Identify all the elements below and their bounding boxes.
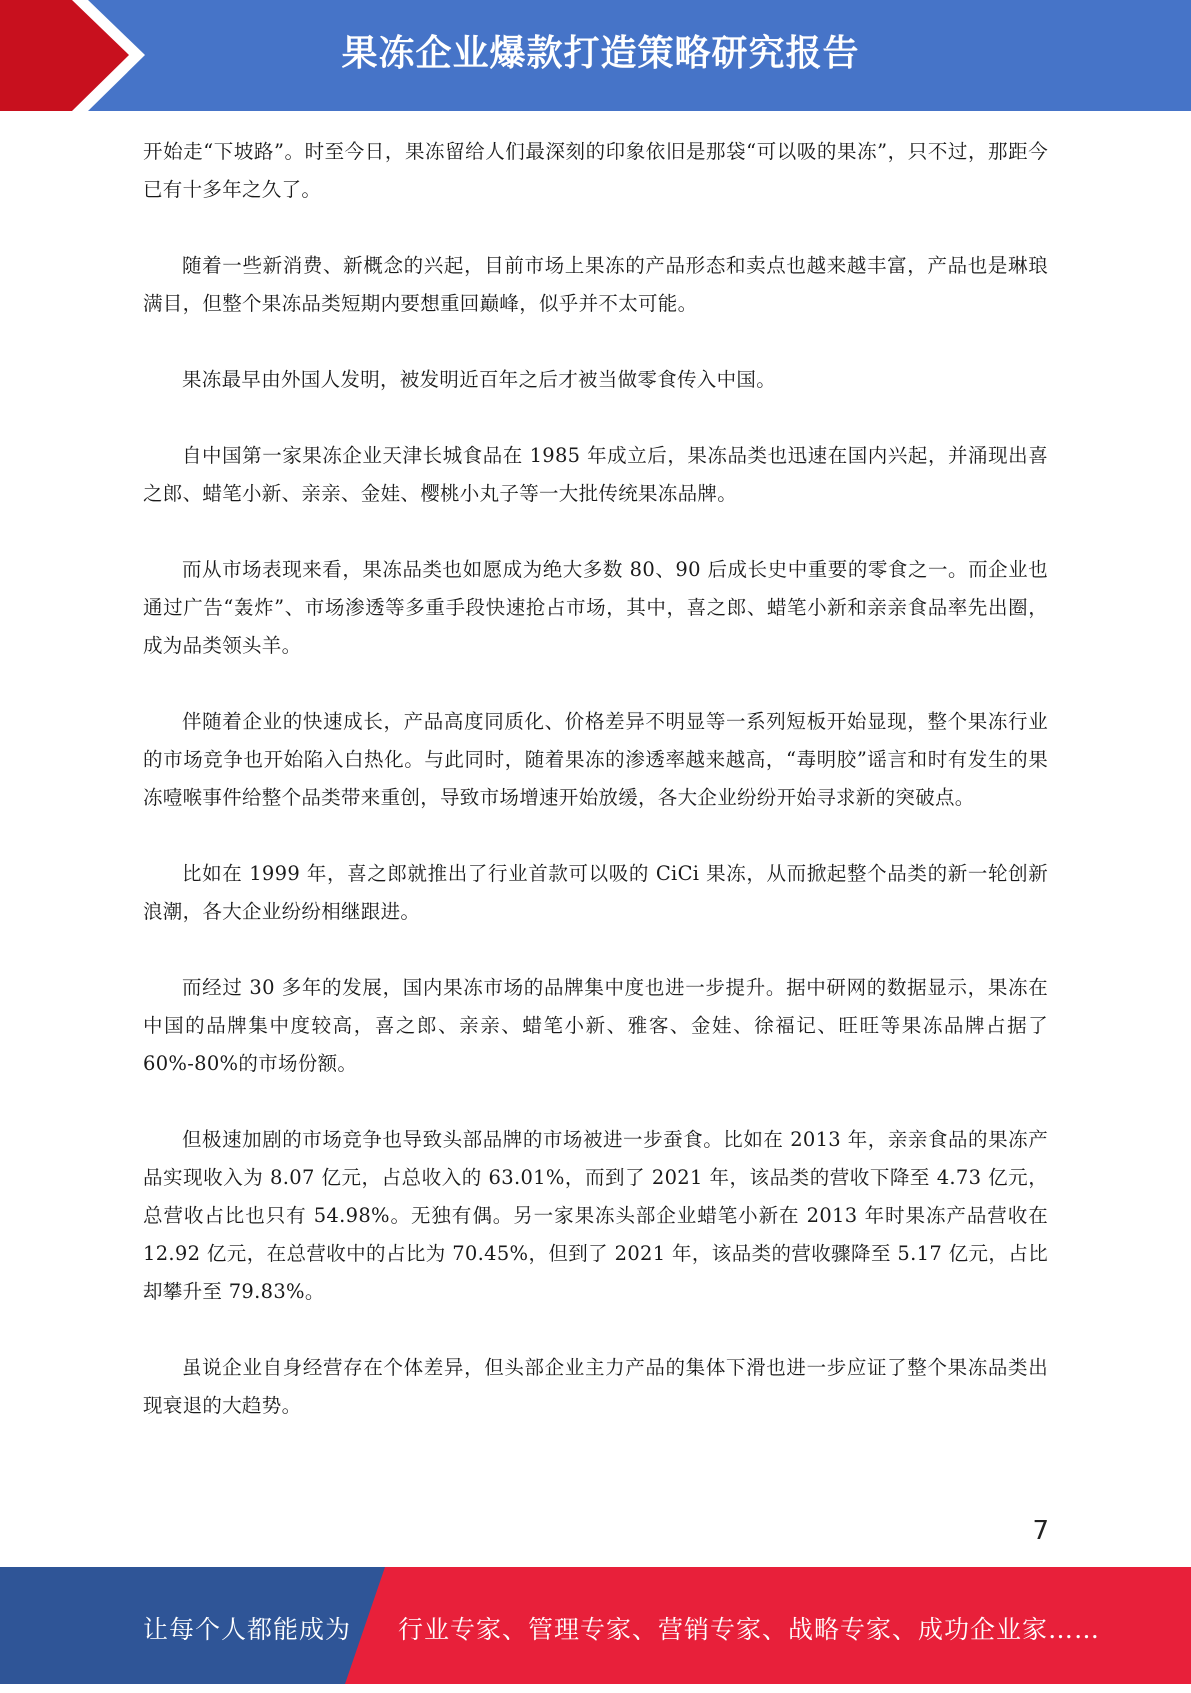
paragraph-5: 而从市场表现来看，果冻品类也如愿成为绝大多数 80、90 后成长史中重要的零食之一。而企业也通过广告“轰炸”、市场渗透等多重手段快速抢占市场，其中，喜之郎、蜡笔小新和亲亲食品率先出圈，成为品类领头羊。 <box>143 558 1048 657</box>
paragraph-3: 果冻最早由外国人发明，被发明近百年之后才被当做零食传入中国。 <box>182 368 777 391</box>
paragraph-4: 自中国第一家果冻企业天津长城食品在 1985 年成立后，果冻品类也迅速在国内兴起，并涌现出喜之郎、蜡笔小新、亲亲、金娃、樱桃小丸子等一大批传统果冻品牌。 <box>143 444 1048 505</box>
footer-slogan-right: 行业专家、管理专家、营销专家、战略专家、成功企业家…… <box>398 1615 1101 1644</box>
paragraph-8: 而经过 30 多年的发展，国内果冻市场的品牌集中度也进一步提升。据中研网的数据显示，果冻在中国的品牌集中度较高，喜之郎、亲亲、蜡笔小新、雅客、金娃、徐福记、旺旺等果冻品牌占据了 60%-80%的市场份额。 <box>143 976 1048 1075</box>
paragraph-10: 虽说企业自身经营存在个体差异，但头部企业主力产品的集体下滑也进一步应证了整个果冻品类出现衰退的大趋势。 <box>143 1356 1048 1417</box>
page-number: 7 <box>1032 1516 1049 1546</box>
page-header <box>0 0 1191 111</box>
report-title: 果冻企业爆款打造策略研究报告 <box>341 33 860 74</box>
footer-slogan-left: 让每个人都能成为 <box>143 1615 352 1644</box>
paragraph-2: 随着一些新消费、新概念的兴起，目前市场上果冻的产品形态和卖点也越来越丰富，产品也是琳琅满目，但整个果冻品类短期内要想重回巅峰，似乎并不太可能。 <box>143 254 1048 315</box>
paragraph-1: 开始走“下坡路”。时至今日，果冻留给人们最深刻的印象依旧是那袋“可以吸的果冻”，只不过，那距今已有十多年之久了。 <box>143 140 1048 201</box>
paragraph-6: 伴随着企业的快速成长，产品高度同质化、价格差异不明显等一系列短板开始显现，整个果冻行业的市场竞争也开始陷入白热化。与此同时，随着果冻的渗透率越来越高，“毒明胶”谣言和时有发生的果冻噎喉事件给整个品类带来重创，导致市场增速开始放缓，各大企业纷纷开始寻求新的突破点。 <box>143 710 1048 809</box>
article-body <box>143 133 1048 1463</box>
paragraph-7: 比如在 1999 年，喜之郎就推出了行业首款可以吸的 CiCi 果冻，从而掀起整个品类的新一轮创新浪潮，各大企业纷纷相继跟进。 <box>143 862 1048 923</box>
paragraph-9: 但极速加剧的市场竞争也导致头部品牌的市场被进一步蚕食。比如在 2013 年，亲亲食品的果冻产品实现收入为 8.07 亿元，占总收入的 63.01%，而到了 2021 年，该品类的营收下降至 4.73 亿元，总营收占比也只有 54.98%。无独有偶。另一家果冻头部企业蜡笔小新在 2013 年时果冻产品营收在 12.92 亿元，在总营收中的占比为 70.45%，但到了 2021 年，该品类的营收骤降至 5.17 亿元，占比却攀升至 79.83%。 <box>143 1128 1048 1303</box>
page-footer <box>0 1567 1191 1684</box>
